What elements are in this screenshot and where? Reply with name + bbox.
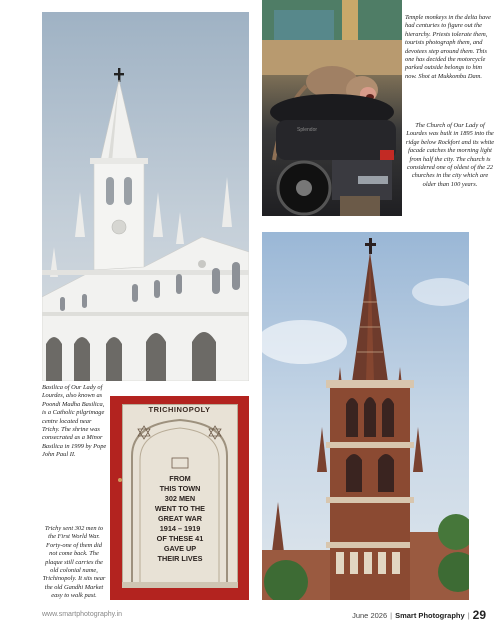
svg-text:Splendor: Splendor xyxy=(297,127,318,133)
page-number: 29 xyxy=(472,608,486,622)
footer-separator: | xyxy=(390,610,393,620)
photo-war-memorial-plaque xyxy=(110,396,249,600)
plaque-heading: TRICHINOPOLY xyxy=(148,405,211,414)
caption-temple-monkey: Temple monkeys in the delta have had centuries to figure out the hierarchy. Priests tolerate them, tourists photograph them, and devotees step around them. This one has decided the motorcycle parked outside belongs to him now. Shot at Mukkombu Dam. xyxy=(405,14,491,80)
plaque-line: GREAT WAR xyxy=(157,514,203,523)
footer-website: www.smartphotography.in xyxy=(42,611,123,618)
photo-brick-cathedral xyxy=(262,232,469,600)
footer-separator: | xyxy=(467,610,470,620)
cathedral-illustration xyxy=(262,232,469,600)
basilica-illustration xyxy=(42,12,249,381)
footer-issue-info xyxy=(352,608,486,622)
footer-magazine-name: Smart Photography xyxy=(395,610,465,620)
plaque-line: 1914 – 1919 xyxy=(159,524,201,533)
plaque-inscription xyxy=(145,474,215,564)
photo-monkey-motorcycle xyxy=(262,0,402,216)
caption-basilica: Basilica of Our Lady of Lourdes, also known as Poondi Madha Basilica, is a Catholic pilgrimage centre located near Trichy. The shrine was consecrated as a Minor Basilica in 1999 by Pope John Paul II. xyxy=(42,384,107,459)
photo-white-basilica xyxy=(42,12,249,381)
plaque-line: WENT TO THE xyxy=(154,504,206,513)
caption-church-lourdes: The Church of Our Lady of Lourdes was built in 1895 into the ridge below Rockfort and its white facade catches the morning light from half the city. The church is considered one of oldest of the 22 churches in the city which are older than 100 years. xyxy=(405,122,495,188)
plaque-line: FROM xyxy=(169,474,191,483)
caption-trichy-war: Trichy sent 302 men to the First World War. Forty-one of them did not come back. The plaque still carries the old colonial name, Trichinopoly. It sits near the old Gandhi Market easy to walk past. xyxy=(42,525,106,600)
monkey-illustration xyxy=(262,0,402,216)
plaque-line: GAVE UP xyxy=(163,544,197,553)
plaque-line: OF THESE 41 xyxy=(156,534,204,543)
plaque-line: THEIR LIVES xyxy=(157,554,203,563)
footer-issue-date: June 2026 xyxy=(352,610,388,620)
plaque-line: 302 MEN xyxy=(164,494,196,503)
plaque-line: THIS TOWN xyxy=(159,484,201,493)
